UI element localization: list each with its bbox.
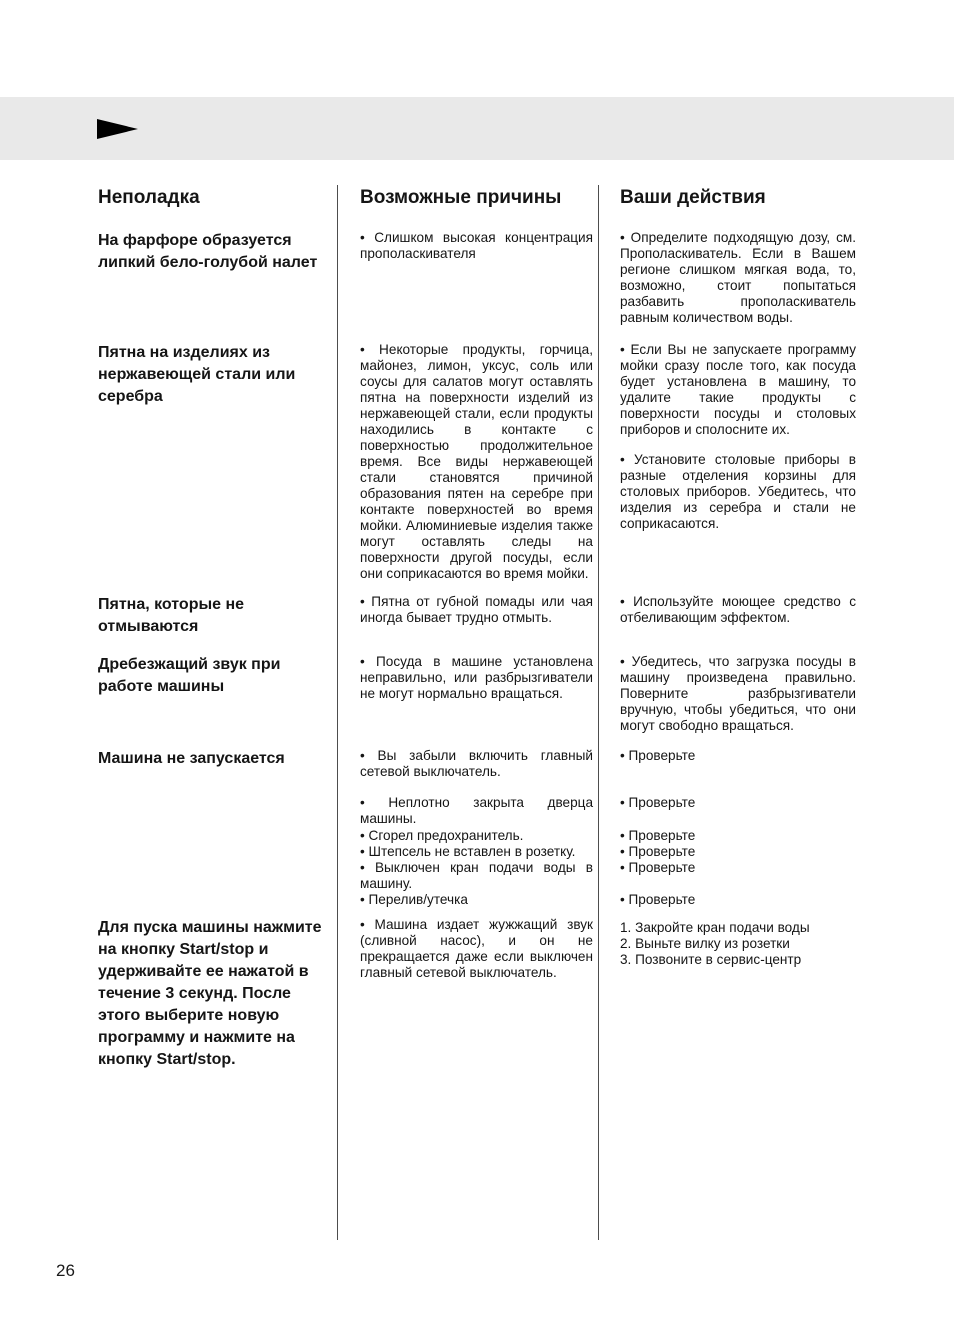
problem-text: На фарфоре образуется липкий бело-голубой налет	[98, 232, 318, 271]
actions-cell	[599, 828, 857, 844]
action-text: • Проверьте	[620, 748, 696, 763]
table-row	[98, 915, 857, 1240]
causes-cell	[337, 860, 599, 892]
cause-text: • Неплотно закрыта дверца машины.	[360, 795, 593, 826]
causes-cell	[337, 844, 599, 860]
problem-cell	[98, 915, 337, 1240]
action-text: 3. Позвоните в сервис-центр	[620, 952, 802, 967]
column-header-problem: Неполадка	[98, 187, 200, 208]
problem-cell	[98, 860, 337, 892]
table-row	[98, 795, 857, 828]
actions-cell	[599, 844, 857, 860]
causes-cell	[337, 915, 599, 1240]
actions-cell	[599, 915, 857, 1240]
table-row	[98, 340, 857, 592]
problem-text: Пятна, которые не отмываются	[98, 596, 245, 635]
cause-text: • Пятна от губной помады или чая иногда бывает трудно отмыть.	[360, 594, 593, 625]
action-text: • Проверьте	[620, 892, 696, 907]
action-text: • Используйте моющее средство с отбеливающим эффектом.	[620, 594, 856, 625]
table-row	[98, 652, 857, 748]
page-number: 26	[56, 1261, 75, 1280]
cause-text: • Некоторые продукты, горчица, майонез, лимон, уксус, соль или соусы для салатов могут оставлять пятна на поверхности изделий из нержавеющей стали, если продукты находились в контакте с поверхностью продолжительное время. Все виды нержавеющей стали становятся причиной образования пятен на серебре при контакте поверхностей во время мойки. Алюминиевые изделия также могут оставлять следы на поверхности другой посуды, если они соприкасаются во время мойки.	[360, 342, 593, 581]
causes-cell	[337, 892, 599, 915]
action-text: • Проверьте	[620, 844, 696, 859]
column-header-causes: Возможные причины	[337, 185, 599, 228]
actions-cell	[599, 592, 857, 652]
causes-cell	[337, 652, 599, 748]
table-row	[98, 892, 857, 915]
actions-cell	[599, 340, 857, 592]
cause-text: • Сгорел предохранитель.	[360, 828, 524, 843]
cause-text: • Выключен кран подачи воды в машину.	[360, 860, 593, 891]
problem-cell	[98, 592, 337, 652]
causes-cell	[337, 748, 599, 795]
problem-text: Дребезжащий звук при работе машины	[98, 656, 281, 695]
actions-cell	[599, 748, 857, 795]
actions-cell	[599, 795, 857, 828]
action-text: • Определите подходящую дозу, см. Прополаскиватель. Если в Вашем регионе слишком мягкая вода, то, возможно, стоит попытаться разбавить прополаскиватель равным количеством воды.	[620, 230, 856, 325]
problem-text: Для пуска машины нажмите на кнопку Start/stop и удерживайте ее нажатой в течение 3 секунд. После этого выберите новую программу и нажмите на кнопку Start/stop.	[98, 919, 322, 1068]
action-text: 1. Закройте кран подачи воды	[620, 920, 810, 935]
actions-cell	[599, 892, 857, 915]
causes-cell	[337, 228, 599, 340]
causes-cell	[337, 828, 599, 844]
causes-cell	[337, 340, 599, 592]
table-row	[98, 592, 857, 652]
action-text: • Установите столовые приборы в разные отделения корзины для столовых приборов. Убедитесь, что изделия из серебра и стали не соприкасаются.	[620, 452, 856, 531]
action-text: • Если Вы не запускаете программу мойки сразу после того, как посуда будет установлена в машину, то удалите такие продукты с поверхности посуды и столовых приборов и сполосните их.	[620, 342, 856, 437]
table-row	[98, 844, 857, 860]
problem-text: Машина не запускается	[98, 750, 285, 767]
problem-cell	[98, 748, 337, 795]
actions-cell	[599, 860, 857, 892]
actions-cell	[599, 652, 857, 748]
actions-cell	[599, 228, 857, 340]
action-text: • Проверьте	[620, 828, 696, 843]
problem-cell	[98, 844, 337, 860]
table-row	[98, 860, 857, 892]
column-header-actions: Ваши действия	[620, 187, 766, 208]
troubleshooting-table	[98, 185, 857, 1240]
action-text: • Проверьте	[620, 795, 696, 810]
problem-cell	[98, 340, 337, 592]
action-text: 2. Выньте вилку из розетки	[620, 936, 790, 951]
problem-cell	[98, 652, 337, 748]
cause-text: • Машина издает жужжащий звук (сливной насос), и он не прекращается даже если выключен главный сетевой выключатель.	[360, 917, 593, 980]
cause-text: • Посуда в машине установлена неправильно, или разбрызгиватели не могут нормально вращаться.	[360, 654, 593, 701]
action-text: • Убедитесь, что загрузка посуды в машину произведена правильно. Поверните разбрызгиватели вручную, чтобы убедиться, что они могут свободно вращаться.	[620, 654, 856, 733]
cause-text: • Слишком высокая концентрация прополаскивателя	[360, 230, 593, 261]
table-row	[98, 748, 857, 795]
cause-text: • Штепсель не вставлен в розетку.	[360, 844, 576, 859]
problem-cell	[98, 892, 337, 915]
cause-text: • Вы забыли включить главный сетевой выключатель.	[360, 748, 593, 779]
action-text: • Проверьте	[620, 860, 696, 875]
causes-cell	[337, 592, 599, 652]
problem-cell	[98, 228, 337, 340]
problem-cell	[98, 795, 337, 828]
header-band	[0, 97, 954, 160]
problem-text: Пятна на изделиях из нержавеющей стали или серебра	[98, 344, 296, 405]
table-row	[98, 828, 857, 844]
arrow-marker-icon	[97, 119, 138, 139]
table-row	[98, 228, 857, 340]
causes-cell	[337, 795, 599, 828]
cause-text: • Перелив/утечка	[360, 892, 468, 907]
table-header-row	[98, 185, 857, 228]
problem-cell	[98, 828, 337, 844]
